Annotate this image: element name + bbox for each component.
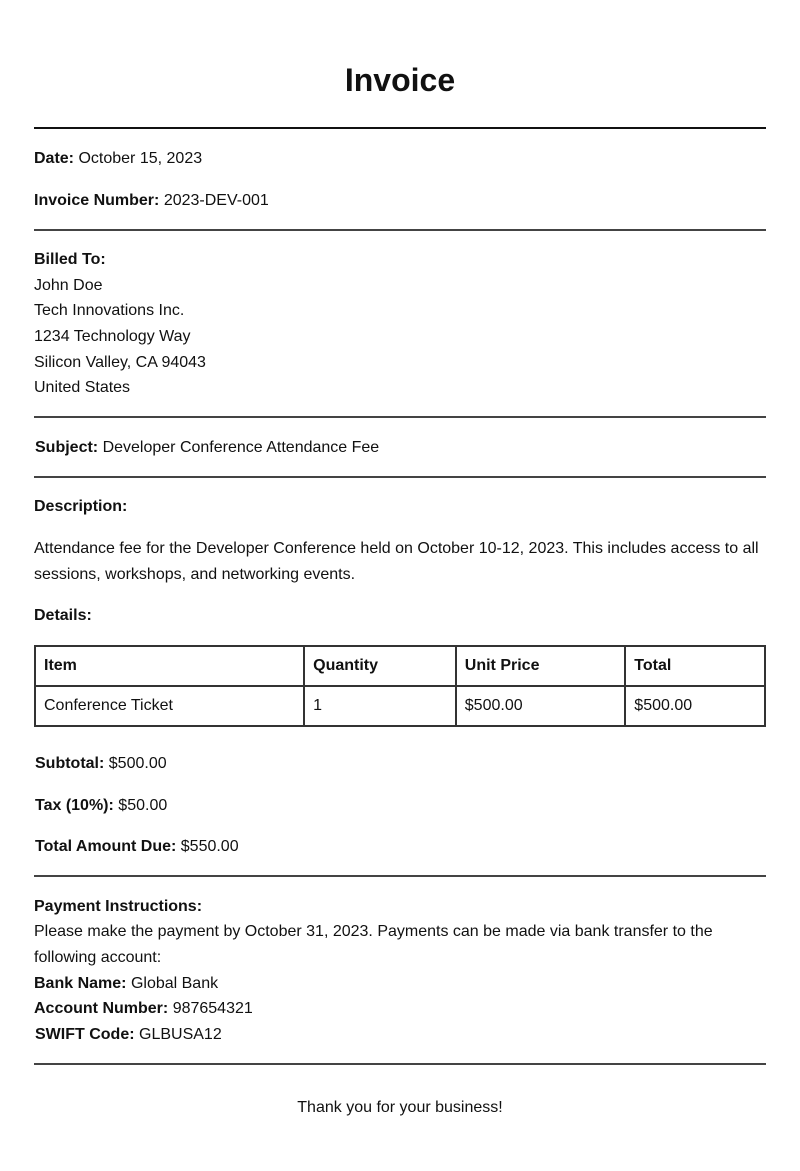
table-header-row bbox=[35, 646, 765, 686]
total-due-label: Total Amount Due: bbox=[35, 838, 177, 855]
table-row bbox=[35, 686, 765, 726]
column-header-unit-price: Unit Price bbox=[456, 646, 626, 686]
account-number-label: Account Number: bbox=[34, 1000, 169, 1017]
subject-label: Subject: bbox=[35, 439, 99, 456]
cell-quantity: 1 bbox=[304, 686, 456, 726]
subtotal-value: $500.00 bbox=[108, 755, 167, 772]
billed-to-line: United States bbox=[34, 379, 131, 396]
column-header-item: Item bbox=[35, 646, 304, 686]
swift-code-value: GLBUSA12 bbox=[139, 1026, 222, 1043]
subtotal-label: Subtotal: bbox=[35, 755, 105, 772]
tax-label: Tax (10%): bbox=[35, 797, 114, 814]
divider bbox=[34, 476, 766, 478]
subtotal-row bbox=[35, 754, 167, 774]
footer-thank-you: Thank you for your business! bbox=[297, 1099, 503, 1116]
invoice-number-row bbox=[34, 191, 269, 211]
divider bbox=[34, 229, 766, 231]
account-number-value: 987654321 bbox=[172, 1000, 253, 1017]
description-text: Attendance fee for the Developer Conference held on October 10-12, 2023. This includes access to all sessions, workshops, and networking events. bbox=[34, 540, 759, 583]
date-value: October 15, 2023 bbox=[78, 150, 203, 167]
bank-name-label: Bank Name: bbox=[34, 975, 127, 992]
tax-row bbox=[35, 796, 167, 816]
column-header-quantity: Quantity bbox=[304, 646, 456, 686]
tax-value: $50.00 bbox=[118, 797, 168, 814]
divider bbox=[34, 127, 766, 129]
bank-name-row bbox=[34, 974, 218, 994]
invoice-number-value: 2023-DEV-001 bbox=[163, 192, 269, 209]
subject-row bbox=[35, 438, 379, 458]
swift-code-row bbox=[35, 1025, 222, 1045]
billed-to-label: Billed To: bbox=[34, 251, 106, 268]
bank-name-value: Global Bank bbox=[130, 975, 219, 992]
divider bbox=[34, 416, 766, 418]
swift-code-label: SWIFT Code: bbox=[35, 1026, 135, 1043]
divider bbox=[34, 1063, 766, 1065]
billed-to-line: 1234 Technology Way bbox=[34, 328, 191, 345]
account-number-row bbox=[34, 999, 253, 1019]
date-row bbox=[34, 149, 202, 169]
cell-unit-price: $500.00 bbox=[456, 686, 626, 726]
payment-instructions-label: Payment Instructions: bbox=[34, 898, 203, 915]
divider bbox=[34, 875, 766, 877]
payment-instructions-text: Please make the payment by October 31, 2023. Payments can be made via bank transfer to the following account: bbox=[34, 923, 713, 966]
page-title: Invoice bbox=[344, 62, 456, 98]
date-label: Date: bbox=[34, 150, 75, 167]
billed-to-line: Silicon Valley, CA 94043 bbox=[34, 354, 206, 371]
total-due-value: $550.00 bbox=[180, 838, 239, 855]
cell-item: Conference Ticket bbox=[35, 686, 304, 726]
details-label: Details: bbox=[34, 607, 92, 624]
billed-to-line: Tech Innovations Inc. bbox=[34, 302, 185, 319]
details-table bbox=[34, 645, 766, 727]
column-header-total: Total bbox=[625, 646, 765, 686]
invoice-number-label: Invoice Number: bbox=[34, 192, 160, 209]
total-due-row bbox=[35, 837, 239, 857]
cell-total: $500.00 bbox=[625, 686, 765, 726]
description-label: Description: bbox=[34, 498, 128, 515]
billed-to-line: John Doe bbox=[34, 277, 103, 294]
subject-value: Developer Conference Attendance Fee bbox=[102, 439, 380, 456]
